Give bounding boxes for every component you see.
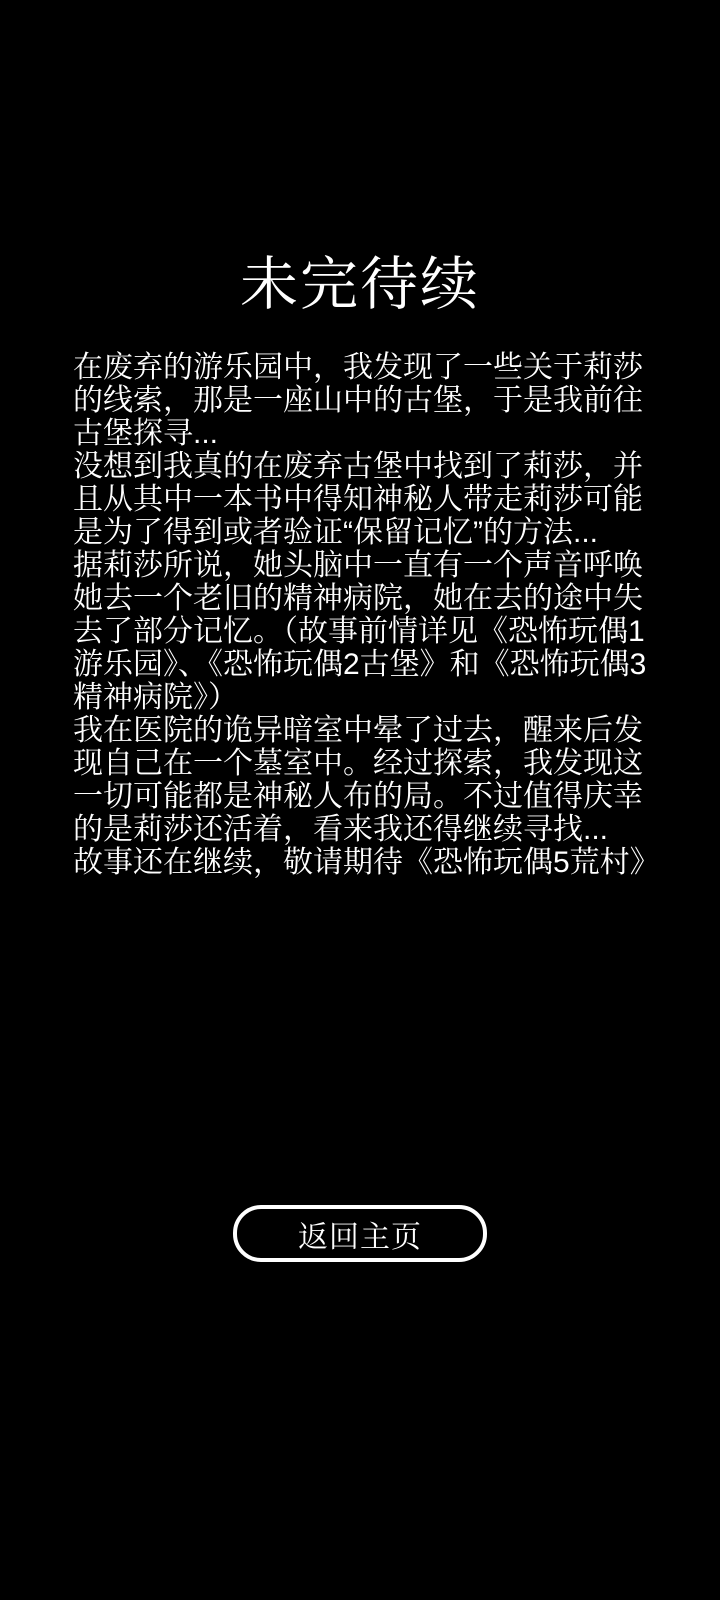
story-paragraph: 我在医院的诡异暗室中晕了过去，醒来后发现自己在一个墓室中。经过探索，我发现这一切可能都是神秘人布的局。不过值得庆幸的是莉莎还活着，看来我还得继续寻找... <box>73 714 643 846</box>
story-paragraph: 没想到我真的在废弃古堡中找到了莉莎，并且从其中一本书中得知神秘人带走莉莎可能是为了得到或者验证“保留记忆”的方法... <box>73 450 643 549</box>
page-title: 未完待续 <box>239 252 480 317</box>
story-paragraph: 故事还在继续，敬请期待《恐怖玩偶5荒村》 <box>73 846 660 879</box>
story-paragraph: 据莉莎所说，她头脑中一直有一个声音呼唤她去一个老旧的精神病院，她在去的途中失去了部分记忆。（故事前情详见《恐怖玩偶1游乐园》、《恐怖玩偶2古堡》和《恐怖玩偶3精神病院》） <box>73 549 647 714</box>
story-paragraph: 在废弃的游乐园中，我发现了一些关于莉莎的线索，那是一座山中的古堡，于是我前往古堡探寻... <box>73 351 643 450</box>
story-text <box>73 351 660 879</box>
return-home-button[interactable]: 返回主页 <box>233 1205 487 1262</box>
